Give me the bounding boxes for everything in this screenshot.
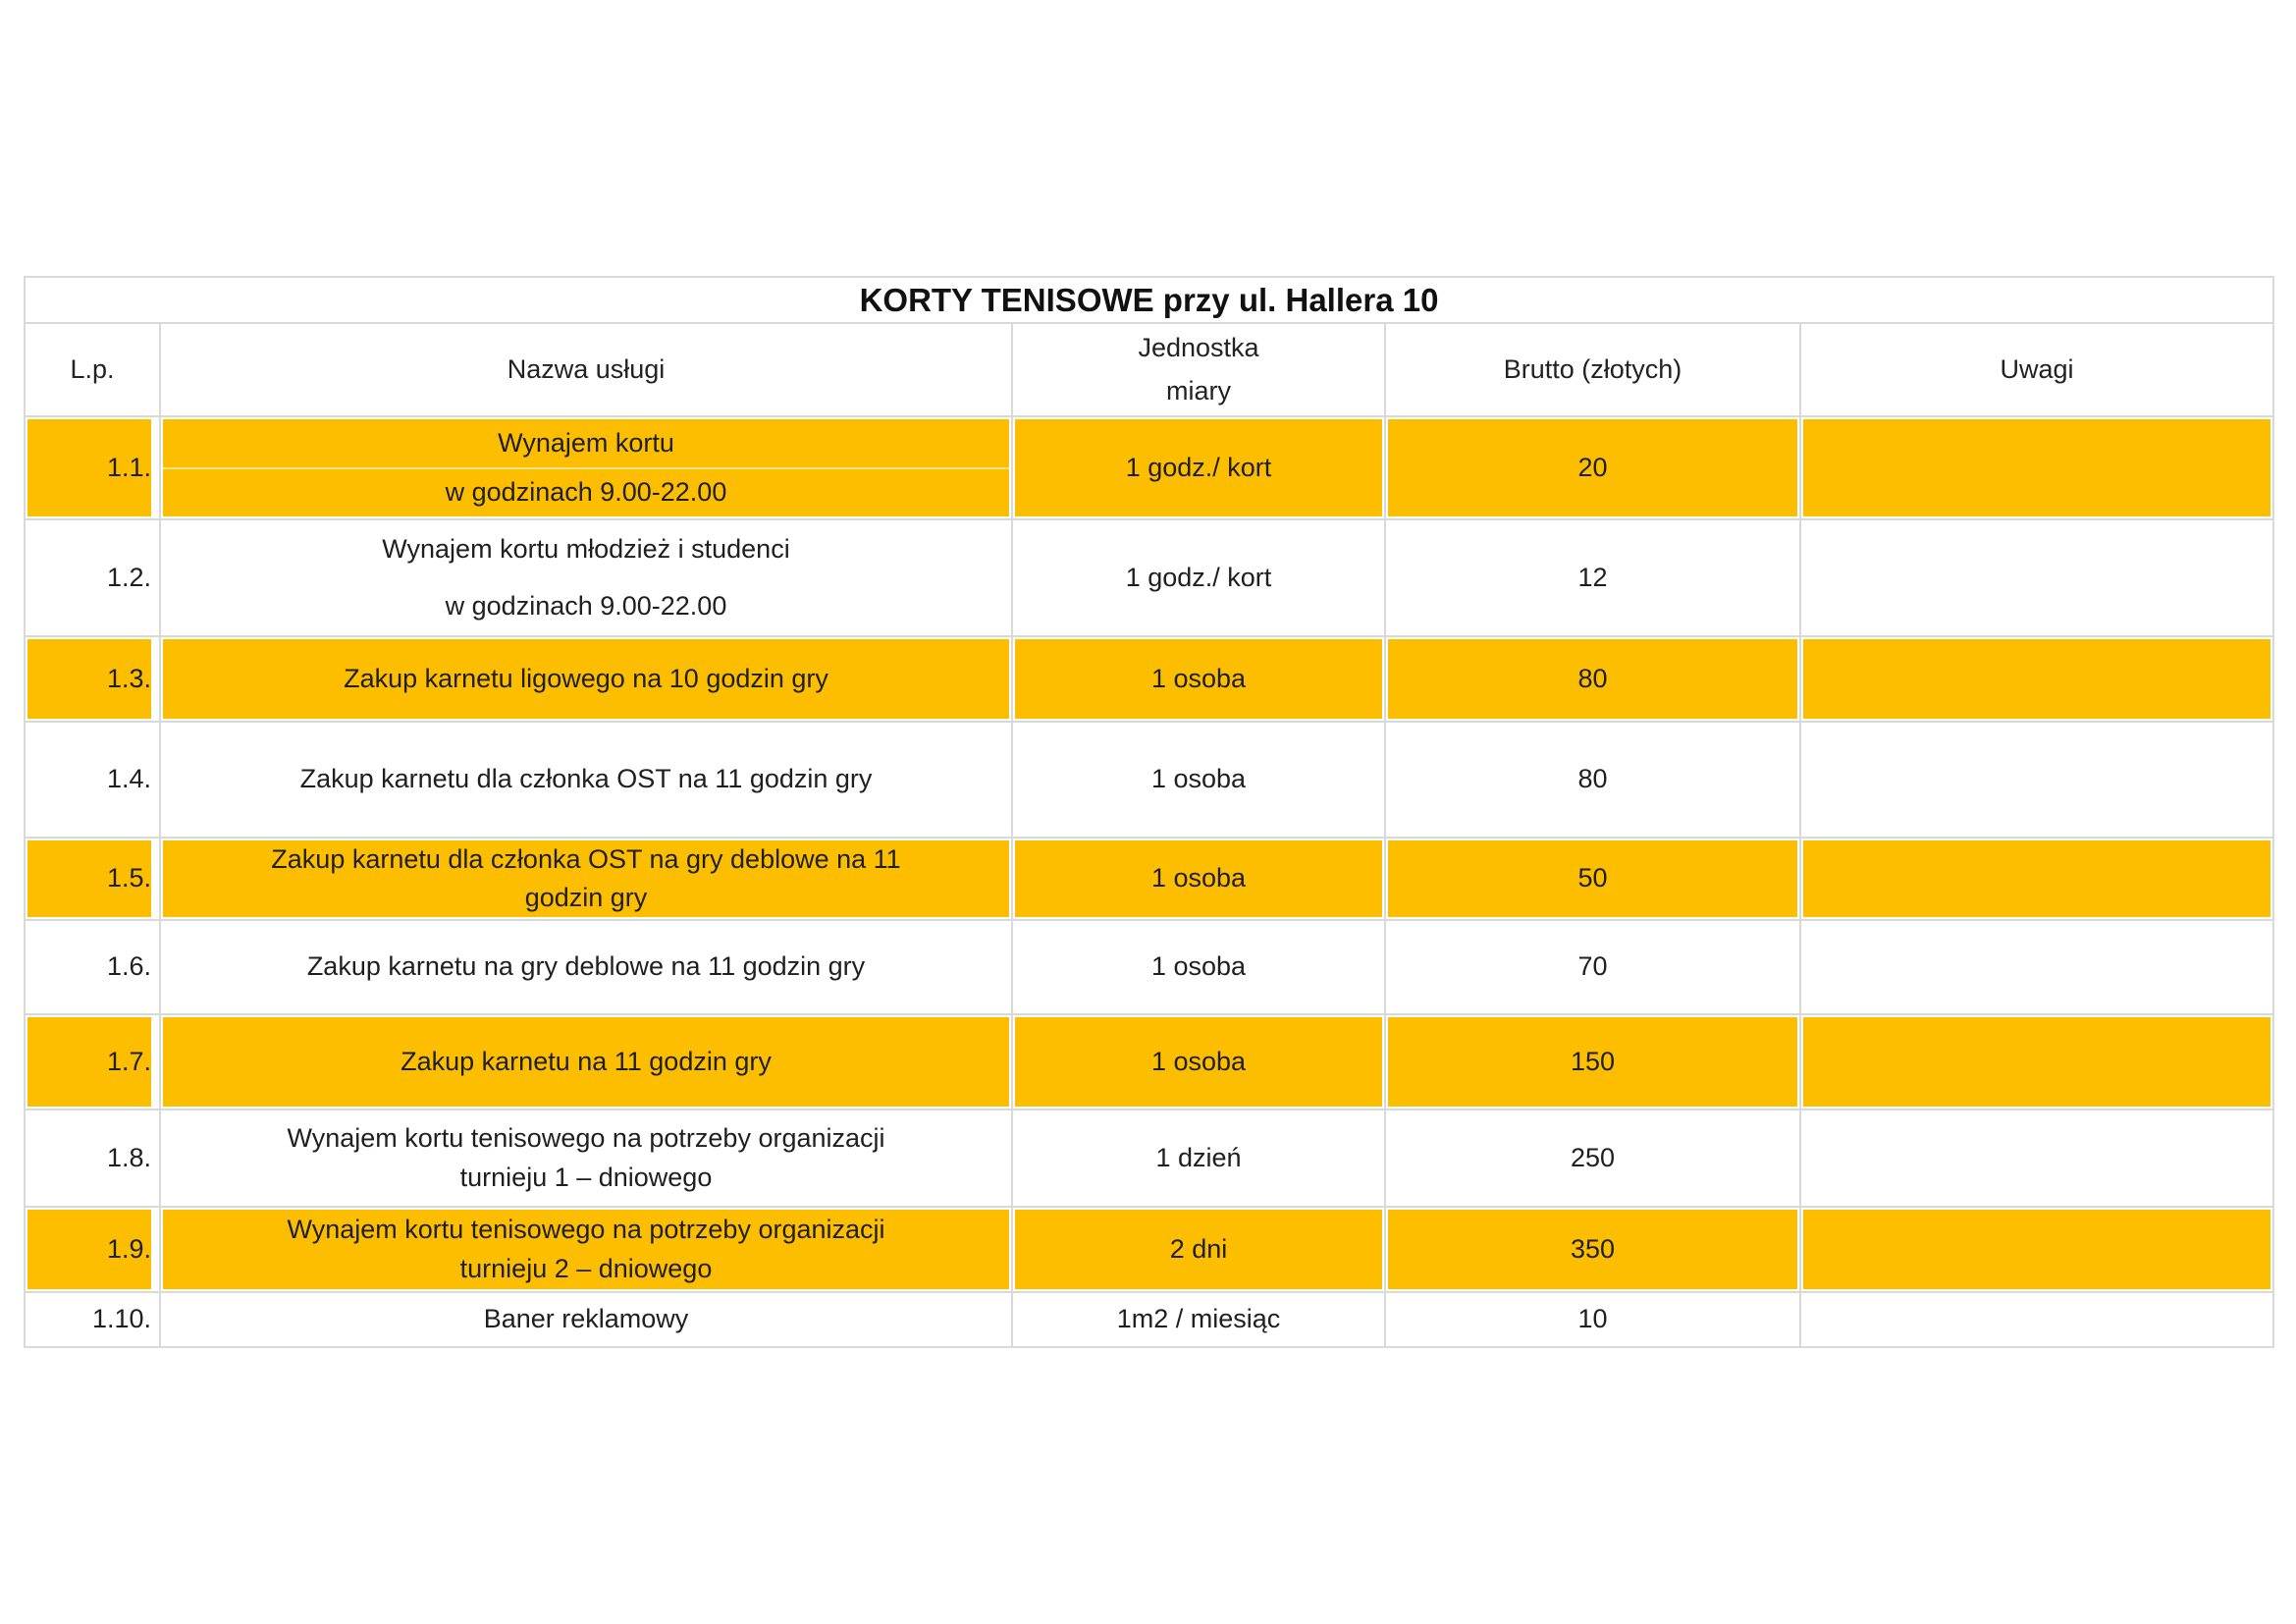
lp-cell: 1.1. xyxy=(26,417,161,520)
service-cell xyxy=(161,1110,1013,1208)
service-line-1: Baner reklamowy xyxy=(483,1304,689,1334)
service-line-2: w godzinach 9.00-22.00 xyxy=(163,467,1009,517)
service-line-1: Wynajem kortu młodzież i studenci xyxy=(382,534,790,565)
unit-cell: 1 dzień xyxy=(1013,1110,1386,1208)
service-line-2: turnieju 2 – dniowego xyxy=(459,1253,713,1283)
notes-cell xyxy=(1801,417,2274,520)
service-line-1: Zakup karnetu na 11 godzin gry xyxy=(400,1046,772,1076)
notes-cell xyxy=(1801,839,2274,921)
notes-cell xyxy=(1801,1293,2274,1348)
unit-cell: 2 dni xyxy=(1013,1208,1386,1293)
header-notes: Uwagi xyxy=(1801,324,2274,417)
lp-cell: 1.8. xyxy=(26,1110,161,1208)
service-cell xyxy=(161,1208,1013,1293)
service-cell xyxy=(161,723,1013,839)
service-line-1: Zakup karnetu dla członka OST na 11 godzin gry xyxy=(299,764,873,794)
lp-cell: 1.2. xyxy=(26,520,161,637)
lp-cell: 1.9. xyxy=(26,1208,161,1293)
service-cell xyxy=(161,1015,1013,1110)
unit-cell: 1 osoba xyxy=(1013,1015,1386,1110)
header-unit-line2: miary xyxy=(1166,375,1231,406)
gross-cell: 12 xyxy=(1386,520,1801,637)
notes-cell xyxy=(1801,637,2274,723)
header-lp: L.p. xyxy=(26,324,161,417)
lp-cell: 1.6. xyxy=(26,921,161,1015)
lp-cell: 1.4. xyxy=(26,723,161,839)
service-cell xyxy=(161,417,1013,520)
unit-cell: 1 godz./ kort xyxy=(1013,520,1386,637)
gross-cell: 80 xyxy=(1386,723,1801,839)
header-unit-line1: Jednostka xyxy=(1138,332,1259,362)
service-cell xyxy=(161,839,1013,921)
unit-cell: 1 osoba xyxy=(1013,637,1386,723)
service-cell xyxy=(161,637,1013,723)
unit-cell: 1 godz./ kort xyxy=(1013,417,1386,520)
notes-cell xyxy=(1801,1208,2274,1293)
service-cell xyxy=(161,520,1013,637)
service-line-1: Zakup karnetu na gry deblowe na 11 godzin gry xyxy=(306,951,866,982)
lp-cell: 1.5. xyxy=(26,839,161,921)
notes-cell xyxy=(1801,723,2274,839)
service-cell xyxy=(161,1293,1013,1348)
header-unit xyxy=(1013,324,1386,417)
gross-cell: 350 xyxy=(1386,1208,1801,1293)
service-cell xyxy=(161,921,1013,1015)
header-gross: Brutto (złotych) xyxy=(1386,324,1801,417)
service-line-1: Zakup karnetu ligowego na 10 godzin gry xyxy=(344,663,828,693)
service-line-2: godzin gry xyxy=(524,883,648,912)
lp-cell: 1.7. xyxy=(26,1015,161,1110)
unit-cell: 1 osoba xyxy=(1013,723,1386,839)
service-line-1: Wynajem kortu xyxy=(498,427,674,458)
unit-cell: 1m2 / miesiąc xyxy=(1013,1293,1386,1348)
gross-cell: 80 xyxy=(1386,637,1801,723)
lp-cell: 1.10. xyxy=(26,1293,161,1348)
service-line-1: Zakup karnetu dla członka OST na gry deblowe na 11 xyxy=(271,843,901,874)
service-line-1: Wynajem kortu tenisowego na potrzeby organizacji xyxy=(287,1215,885,1245)
gross-cell: 10 xyxy=(1386,1293,1801,1348)
gross-cell: 70 xyxy=(1386,921,1801,1015)
price-table xyxy=(24,276,2274,1348)
notes-cell xyxy=(1801,921,2274,1015)
gross-cell: 150 xyxy=(1386,1015,1801,1110)
gross-cell: 250 xyxy=(1386,1110,1801,1208)
notes-cell xyxy=(1801,1110,2274,1208)
notes-cell xyxy=(1801,520,2274,637)
gross-cell: 20 xyxy=(1386,417,1801,520)
unit-cell: 1 osoba xyxy=(1013,921,1386,1015)
gross-cell: 50 xyxy=(1386,839,1801,921)
service-line-2: turnieju 1 – dniowego xyxy=(459,1162,713,1192)
lp-cell: 1.3. xyxy=(26,637,161,723)
service-line-2: w godzinach 9.00-22.00 xyxy=(445,590,727,621)
service-line-1: Wynajem kortu tenisowego na potrzeby organizacji xyxy=(287,1123,885,1154)
unit-cell: 1 osoba xyxy=(1013,839,1386,921)
notes-cell xyxy=(1801,1015,2274,1110)
header-service: Nazwa usługi xyxy=(161,324,1013,417)
table-title: KORTY TENISOWE przy ul. Hallera 10 xyxy=(26,278,2274,324)
